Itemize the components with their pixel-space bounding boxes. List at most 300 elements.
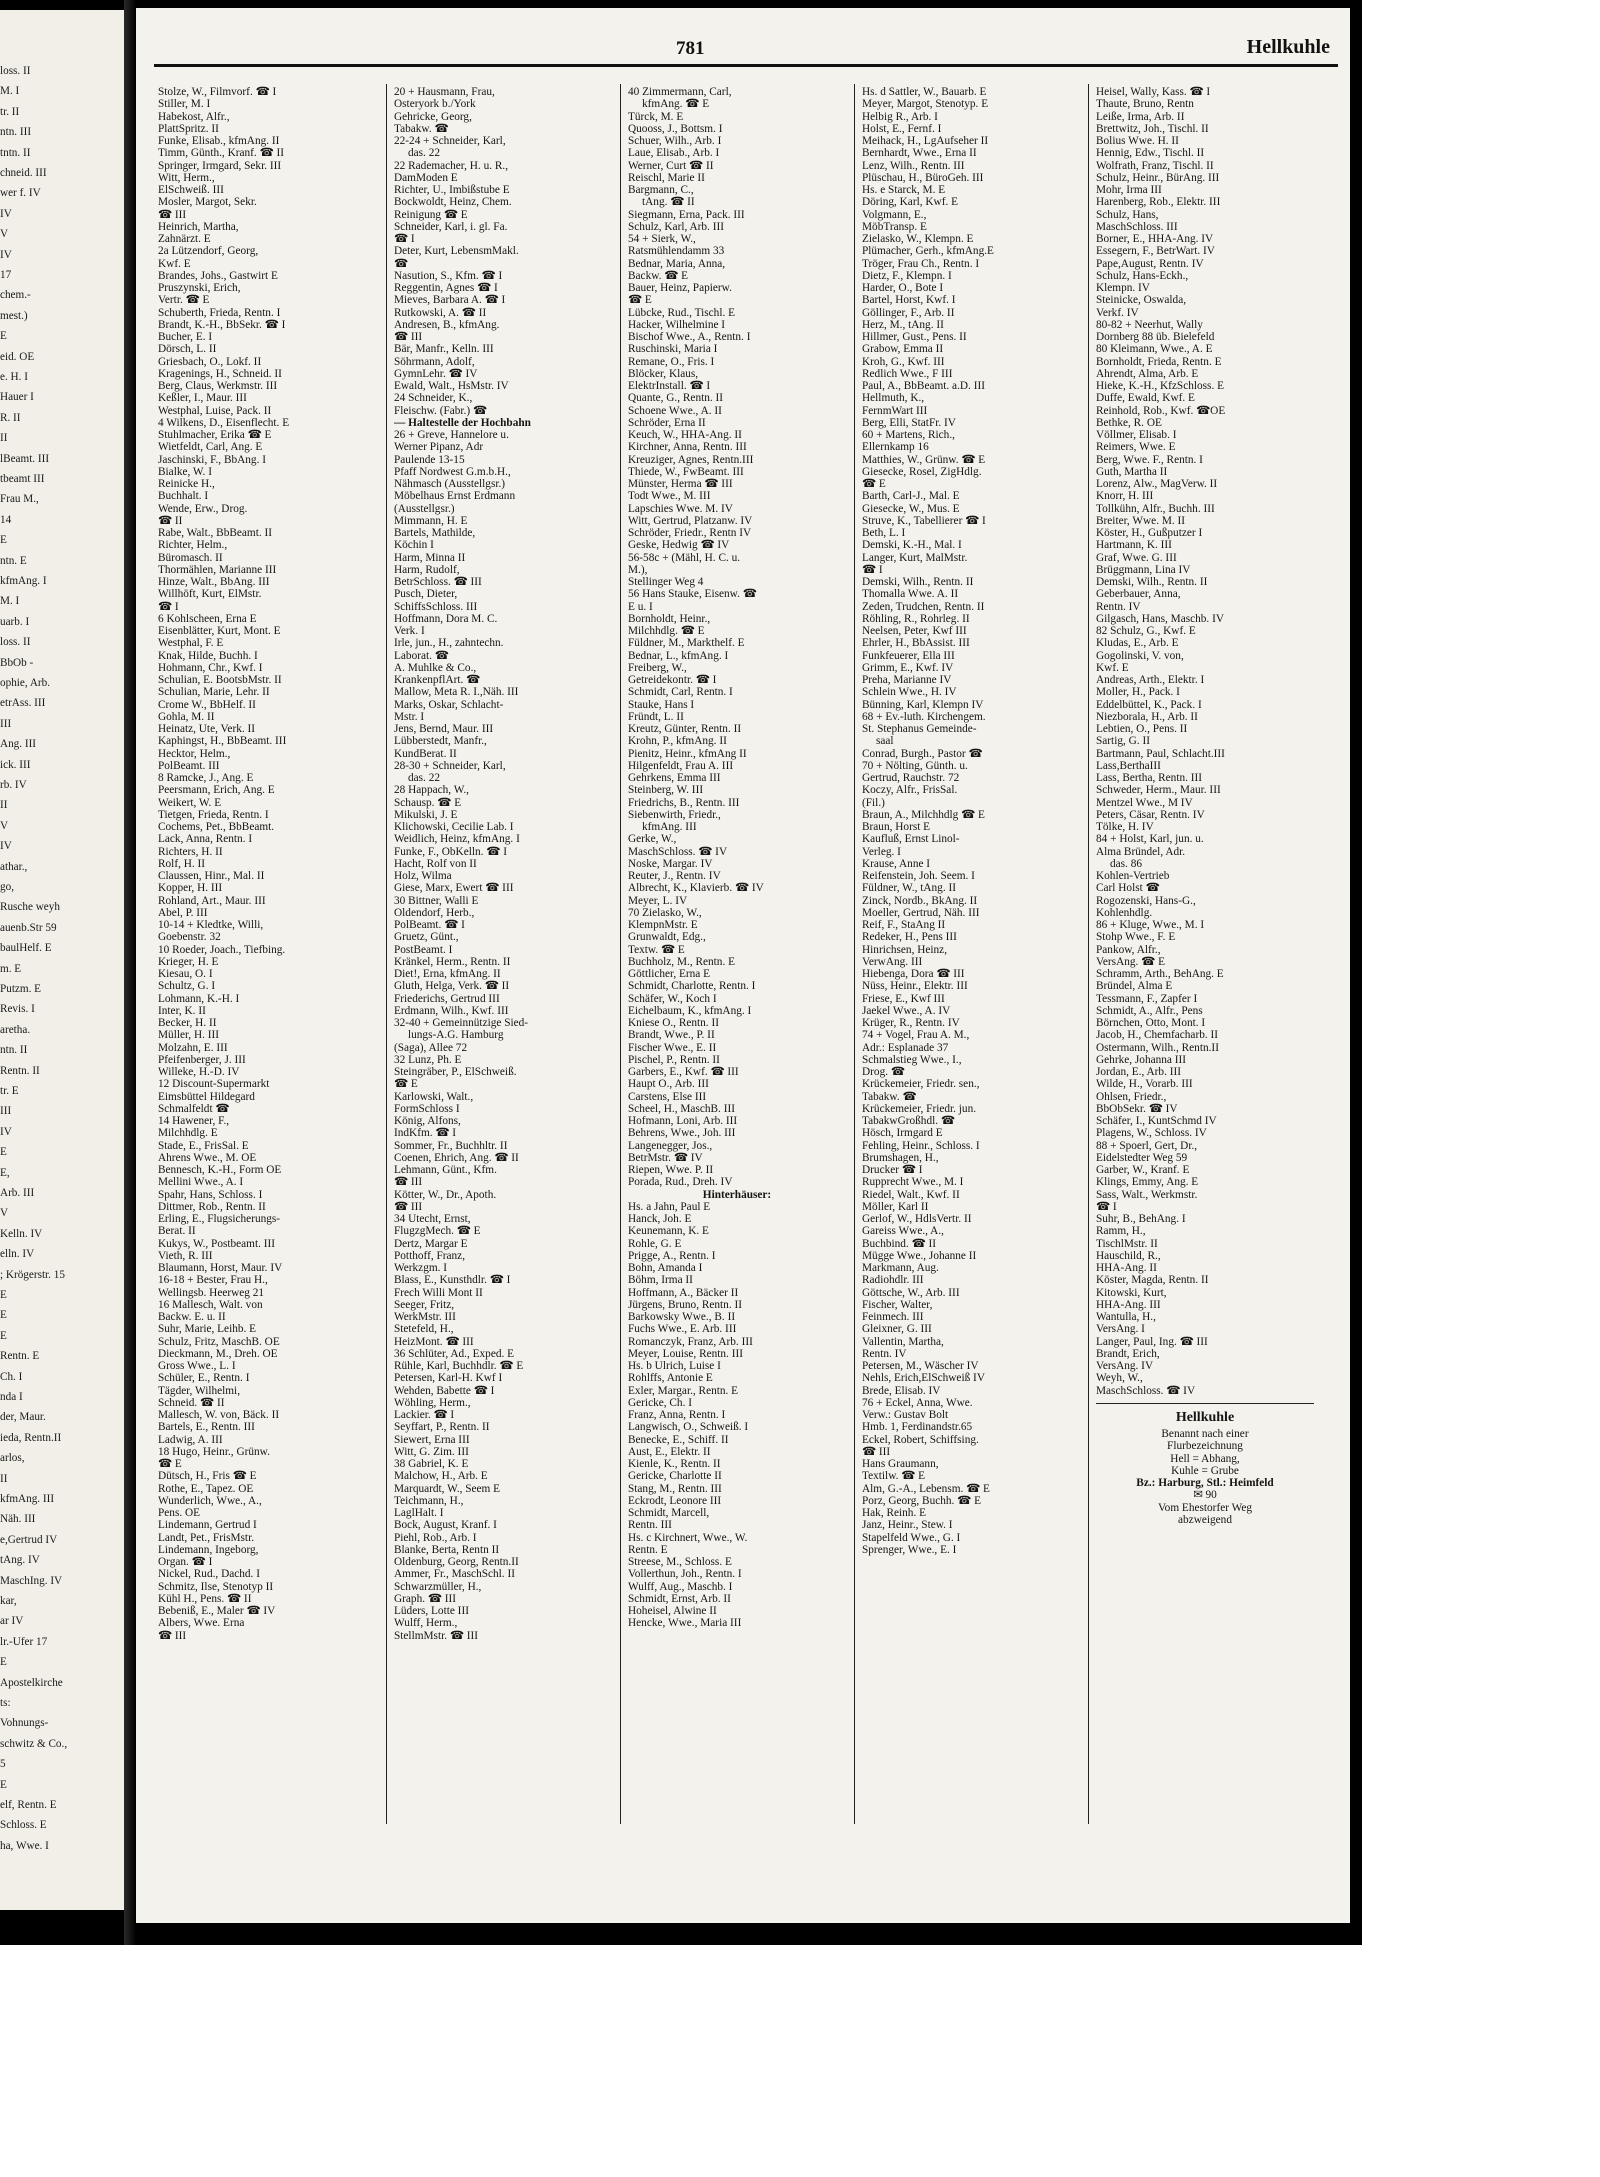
directory-entry: Dütsch, H., Fris ☎ E [158, 1470, 257, 1483]
directory-entry: Dornberg 88 üb. Bielefeld [1096, 331, 1215, 343]
directory-entry: das. 22 [408, 147, 441, 160]
directory-entry: Garbers, E., Kwf. ☎ III [628, 1066, 739, 1078]
directory-entry: 76 + Eckel, Anna, Wwe. [862, 1396, 973, 1409]
directory-entry: Richter, U., Imbißstube E [394, 184, 510, 196]
directory-entry: Ahrens Wwe., M. OE [158, 1151, 257, 1164]
directory-entry: Kludas, E., Arb. E [1096, 637, 1179, 650]
directory-entry: Schmidt, Marcell, [628, 1507, 710, 1519]
directory-entry: Fehling, Heinr., Schloss. I [862, 1139, 980, 1152]
prev-page-fragment: E [0, 1778, 7, 1791]
directory-entry: Kühl H., Pens. ☎ II [158, 1592, 252, 1605]
directory-entry: Moller, H., Pack. I [1096, 686, 1180, 699]
directory-entry: FernmWart III [862, 404, 928, 417]
directory-entry: Schäfer, I., KuntSchmd IV [1096, 1115, 1217, 1127]
directory-entry: Gertrud, Rauchstr. 72 [862, 772, 960, 784]
prev-page-fragment: M. I [0, 595, 20, 608]
prev-page-fragment: elln. IV [0, 1248, 35, 1261]
directory-entry: Porz, Georg, Buchh. ☎ E [862, 1494, 981, 1507]
directory-entry: MöbTransp. E [862, 220, 927, 233]
page-number: 781 [676, 38, 705, 59]
column-5 [1096, 86, 1314, 1526]
directory-entry: (Fil.) [862, 796, 885, 809]
directory-entry: Klings, Emmy, Ang. E [1096, 1176, 1199, 1189]
prev-page-fragment: tAng. IV [0, 1554, 40, 1567]
directory-entry: Kniese O., Rentn. II [628, 1017, 719, 1029]
directory-entry: Hoheisel, Alwine II [628, 1605, 717, 1617]
directory-entry: ☎ III [394, 331, 423, 343]
directory-entry: Siewert, Erna III [394, 1433, 470, 1446]
directory-entry: Langer, Paul, Ing. ☎ III [1096, 1335, 1208, 1348]
directory-entry: 56-58c + (Mähl, H. C. u. [628, 551, 741, 564]
directory-entry: 14 Hawener, F., [158, 1115, 230, 1127]
directory-entry: Eidelstedter Weg 59 [1096, 1151, 1188, 1164]
directory-entry: Berg, Wwe. F., Rentn. I [1096, 453, 1203, 466]
directory-entry: Gareiss Wwe., A., [862, 1225, 944, 1238]
prev-page-fragment: Ch. I [0, 1370, 23, 1383]
directory-entry: Ladwig, A. III [158, 1433, 223, 1446]
directory-entry: Neelsen, Peter, Kwf III [862, 625, 967, 637]
directory-entry: Teichmann, H., [394, 1494, 464, 1507]
directory-entry: ☎ I [158, 600, 179, 613]
postal-line: ✉ 90 [1193, 1489, 1217, 1502]
directory-entry: Fleischw. (Fabr.) ☎ [394, 404, 488, 417]
directory-entry: Paul, A., BbBeamt. a.D. III [862, 380, 985, 392]
street-note-2: Flurbezeichnung [1167, 1440, 1243, 1453]
prev-page-fragment: Näh. III [0, 1513, 36, 1526]
directory-entry: Coenen, Ehrich, Ang. ☎ II [394, 1151, 519, 1164]
directory-entry: Lübberstedt, Manfr., [394, 735, 487, 748]
directory-entry: Duffe, Ewald, Kwf. E [1096, 392, 1195, 405]
prev-page-fragment: E [0, 1656, 7, 1669]
directory-entry: Buchhalt. I [158, 490, 209, 503]
directory-entry: 56 Hans Stauke, Eisenw. ☎ [628, 588, 757, 601]
directory-entry: Köster, H., Gußputzer I [1096, 527, 1203, 539]
directory-entry: Brede, Elisab. IV [862, 1384, 941, 1397]
directory-entry: Sommer, Fr., Buchhltr. II [394, 1139, 508, 1152]
directory-entry: Laue, Elisab., Arb. I [628, 147, 720, 160]
directory-entry: Klempn. IV [1096, 282, 1150, 294]
directory-entry: 18 Hugo, Heinr., Grünw. [158, 1445, 270, 1458]
directory-entry: Stauke, Hans I [628, 698, 695, 711]
directory-entry: Buchbind. ☎ II [862, 1237, 936, 1250]
directory-entry: 32-40 + Gemeinnützige Sied- [394, 1017, 529, 1029]
directory-entry: Hieke, K.-H., KfzSchloss. E [1096, 380, 1225, 392]
directory-entry: Krüger, R., Rentn. IV [862, 1017, 960, 1029]
directory-entry: Radiohdlr. III [862, 1274, 924, 1287]
directory-entry: Tollkühn, Alfr., Buchh. III [1096, 502, 1215, 515]
prev-page-fragment: E [0, 330, 7, 343]
directory-entry: Steingräber, P., ElSchweiß. [394, 1066, 517, 1078]
directory-entry: Kötter, W., Dr., Apoth. [394, 1188, 497, 1201]
directory-entry: Blaumann, Horst, Maur. IV [158, 1262, 283, 1274]
directory-entry: Hs. a Jahn, Paul E [628, 1200, 711, 1213]
prev-page-fragment: III [0, 717, 12, 730]
directory-entry: Jens, Bernd, Maur. III [394, 723, 494, 735]
directory-entry: KrankenpflArt. ☎ [394, 674, 481, 686]
directory-entry: Haupt O., Arb. III [628, 1078, 709, 1091]
directory-entry: Rentn. III [628, 1519, 672, 1532]
directory-entry: Bolius Wwe. H. II [1096, 135, 1179, 147]
directory-entry: Fischer Wwe., E. II [628, 1041, 717, 1054]
directory-entry: Kwf. E [158, 257, 191, 270]
directory-entry: ☎ E [158, 1458, 182, 1470]
directory-entry: Getreidekontr. ☎ I [628, 674, 717, 686]
directory-entry: Meyer, Margot, Stenotyp. E [862, 98, 989, 111]
prev-page-fragment: II [0, 1472, 8, 1485]
prev-page-fragment: loss. II [0, 636, 31, 649]
prev-page-fragment: lr.-Ufer 17 [0, 1635, 48, 1648]
directory-entry: Friedrichs, B., Rentn. III [628, 796, 740, 809]
directory-entry: Tägder, Wilhelmi, [158, 1384, 241, 1397]
directory-entry: Nickel, Rud., Dachd. I [158, 1568, 260, 1581]
directory-entry: Todt Wwe., M. III [628, 490, 711, 503]
directory-entry: Bethke, R. OE [1096, 416, 1162, 429]
directory-entry: PolBeamt. III [158, 759, 220, 772]
prev-page-fragment: der, Maur. [0, 1411, 46, 1424]
prev-page-fragment: chneid. III [0, 167, 47, 179]
directory-entry: Pankow, Alfr., [1096, 943, 1161, 956]
directory-entry: Holz, Wilma [394, 870, 452, 882]
directory-entry: — Haltestelle der Hochbahn [394, 416, 531, 429]
directory-entry: 68 + Ev.-luth. Kirchengem. [862, 710, 986, 723]
directory-entry: Steinberg, W. III [628, 784, 704, 797]
directory-entry: Hösch, Irmgard E [862, 1127, 943, 1140]
directory-entry: Lüders, Lotte III [394, 1605, 469, 1617]
directory-entry: Schuer, Wilh., Arb. I [628, 135, 722, 147]
directory-entry: FormSchloss I [394, 1102, 460, 1115]
directory-entry: Lindemann, Ingeborg, [158, 1543, 259, 1556]
directory-entry: lungs-A.G. Hamburg [408, 1029, 504, 1042]
directory-entry: Bohn, Amanda I [628, 1262, 703, 1274]
directory-entry: Hinrichsen, Heinz, [862, 943, 948, 956]
directory-entry: Guth, Martha II [1096, 465, 1168, 478]
running-head: Hellkuhle [1246, 36, 1330, 58]
directory-entry: 10-14 + Kledtke, Willi, [158, 919, 264, 931]
directory-entry: Heinrich, Martha, [158, 220, 239, 233]
directory-entry: Böhm, Irma II [628, 1274, 693, 1287]
directory-entry: Janz, Heinr., Stew. I [862, 1519, 953, 1532]
directory-entry: Preha, Marianne IV [862, 674, 952, 686]
directory-entry: Stolze, W., Filmvorf. ☎ I [158, 86, 277, 98]
directory-entry: IndKfm. ☎ I [394, 1127, 457, 1140]
directory-entry: Redeker, H., Pens III [862, 931, 957, 944]
prev-page-fragment: E [0, 1309, 7, 1322]
prev-page-fragment: tr. II [0, 105, 20, 118]
directory-entry: Hofmann, Loni, Arb. III [628, 1115, 738, 1127]
directory-entry: Matthies, W., Grünw. ☎ E [862, 453, 986, 466]
directory-entry: Quante, G., Rentn. II [628, 392, 724, 405]
directory-entry: Redlich Wwe., F III [862, 367, 953, 380]
directory-entry: Meyer, L. IV [628, 894, 688, 907]
directory-entry: Kirchner, Anna, Rentn. III [628, 441, 747, 454]
directory-entry: (Saga), Allee 72 [394, 1041, 468, 1054]
directory-entry: 20 + Hausmann, Frau, [394, 86, 495, 98]
directory-entry: Heisel, Wally, Kass. ☎ I [1096, 86, 1211, 98]
directory-entry: Weidlich, Heinz, kfmAng. I [394, 833, 520, 846]
prev-page-fragment: ts: [0, 1697, 11, 1709]
directory-entry: Demski, Wilh., Rentn. II [862, 576, 974, 588]
directory-entry: Reinigung ☎ E [394, 208, 468, 221]
directory-entry: Fründt, L. II [628, 710, 684, 723]
directory-entry: Krückemeier, Friedr. jun. [862, 1102, 977, 1115]
prev-page-fragment: rb. IV [0, 779, 27, 791]
prev-page-fragment: Rentn. E [0, 1350, 40, 1363]
prev-page-fragment: ophie, Arb. [0, 677, 51, 689]
prev-page-fragment: eid. OE [0, 350, 35, 363]
directory-entry: ☎ III [158, 1629, 187, 1642]
directory-entry: Stellinger Weg 4 [628, 576, 704, 588]
directory-entry: Göllinger, F., Arb. II [862, 306, 955, 319]
directory-entry: Prigge, A., Rentn. I [628, 1249, 716, 1262]
directory-entry: Lack, Anna, Rentn. I [158, 833, 253, 846]
directory-entry: Alma Bründel, Adr. [1096, 845, 1186, 858]
directory-entry: Wunderlich, Wwe., A., [158, 1494, 262, 1507]
directory-entry: Schmalstieg Wwe., I., [862, 1053, 962, 1066]
directory-entry: Kwf. E [1096, 661, 1129, 674]
prev-page-fragment: lBeamt. III [0, 452, 50, 465]
directory-entry: E u. I [628, 600, 653, 613]
directory-entry: Eichelbaum, K., kfmAng. I [628, 1004, 752, 1017]
directory-entry: Dieckmann, M., Dreh. OE [158, 1347, 278, 1360]
directory-entry: Drog. ☎ [862, 1066, 905, 1078]
directory-entry: Schweder, Herm., Maur. III [1096, 784, 1221, 797]
directory-entry: Hecktor, Helm., [158, 747, 231, 760]
directory-entry: Helbig R., Arb. I [862, 110, 938, 123]
directory-entry: Hohmann, Chr., Kwf. I [158, 661, 263, 674]
directory-entry: Nehls, Erich,ElSchweiß IV [862, 1372, 985, 1385]
directory-entry: PlattSpritz. II [158, 122, 219, 135]
directory-entry: MaschSchloss. ☎ IV [628, 845, 728, 858]
directory-entry: Carl Holst ☎ [1096, 882, 1160, 895]
directory-entry: MaschSchloss. ☎ IV [1096, 1384, 1196, 1397]
directory-entry: Petersen, M., Wäscher IV [862, 1360, 979, 1372]
directory-entry: Kukys, W., Postbeamt. III [158, 1237, 276, 1250]
street-entry [1096, 1403, 1314, 1526]
directory-entry: Bucher, E. I [158, 331, 213, 343]
directory-entry: Reinhold, Rob., Kwf. ☎OE [1096, 404, 1226, 417]
directory-entry: Mellini Wwe., A. I [158, 1176, 244, 1189]
directory-entry: Völlmer, Elisab. I [1096, 429, 1177, 441]
directory-entry: Pape,August, Rentn. IV [1096, 257, 1204, 270]
directory-entry: Erling, E., Flugsicherungs- [158, 1213, 281, 1225]
directory-entry: Kragenings, H., Schneid. II [158, 367, 282, 380]
prev-page-fragment: E, [0, 1166, 10, 1179]
directory-entry: Bernhardt, Wwe., Erna II [862, 147, 977, 160]
directory-entry: Becker, H. II [158, 1017, 217, 1029]
directory-entry: Keuch, W., HHA-Ang. II [628, 429, 742, 441]
prev-page-fragment: uarb. I [0, 615, 30, 628]
directory-entry: Schulz, Hans, [1096, 208, 1159, 221]
directory-entry: Tölke, H. IV [1096, 821, 1154, 833]
directory-entry: (Ausstellgsr.) [394, 502, 455, 515]
directory-entry: Brandt, K.-H., BbSekr. ☎ I [158, 318, 286, 331]
directory-entry: Timm, Günth., Kranf. ☎ II [158, 147, 284, 160]
directory-entry: Kränkel, Herm., Rentn. II [394, 955, 511, 968]
directory-entry: Schultz, G. I [158, 980, 216, 993]
directory-entry: Mimmann, H. E [394, 514, 468, 527]
prev-page-fragment: nda I [0, 1391, 23, 1403]
directory-entry: Sprenger, Wwe., E. I [862, 1543, 957, 1556]
directory-entry: ☎ I [862, 563, 883, 576]
directory-entry: 28-30 + Schneider, Karl, [394, 759, 506, 772]
directory-entry: Albers, Wwe. Erna [158, 1617, 245, 1630]
directory-entry: Rohland, Art., Maur. III [158, 894, 266, 907]
directory-entry: Thaute, Bruno, Rentn [1096, 98, 1194, 111]
directory-entry: 34 Utecht, Ernst, [394, 1213, 471, 1225]
directory-entry: Lenz, Wilh., Rentn. III [862, 159, 965, 172]
directory-entry: Streese, M., Schloss. E [628, 1556, 732, 1568]
directory-entry: Lackier. ☎ I [394, 1409, 455, 1421]
directory-entry: Rentn. IV [1096, 600, 1141, 613]
directory-entry: Funke, F., ObKelln. ☎ I [394, 845, 507, 858]
directory-entry: Peersmann, Erich, Ang. E [158, 784, 275, 797]
directory-entry: Steinicke, Oswalda, [1096, 294, 1187, 307]
directory-entry: Lorenz, Alw., MagVerw. II [1096, 478, 1218, 490]
directory-entry: Stapelfeld Wwe., G. I [862, 1531, 961, 1544]
directory-entry: Bartels, E., Rentn. III [158, 1421, 255, 1434]
prev-page-fragment: M. I [0, 85, 20, 98]
directory-entry: PolBeamt. ☎ I [394, 919, 465, 931]
directory-entry: Witt, Herm., [158, 171, 215, 184]
directory-entry: Tabakw. ☎ [862, 1090, 917, 1103]
directory-entry: Gluth, Helga, Verk. ☎ II [394, 980, 510, 993]
directory-entry: Hauschild, R., [1096, 1249, 1161, 1262]
directory-entry: Gericke, Charlotte II [628, 1470, 722, 1483]
directory-entry: Knorr, H. III [1096, 490, 1154, 503]
directory-entry: Kroh, G., Kwf. III [862, 355, 945, 368]
directory-entry: Hartmann, K. III [1096, 539, 1172, 552]
prev-page-fragment: IV [0, 840, 12, 853]
directory-entry: Witt, Gertrud, Platzanw. IV [628, 514, 753, 527]
directory-entry: Stang, M., Rentn. III [628, 1482, 722, 1495]
directory-entry: Pens. OE [158, 1507, 201, 1519]
directory-entry: Backw. ☎ E [628, 269, 689, 282]
directory-entry: Zinck, Nordb., BkAng. II [862, 894, 978, 907]
directory-entry: Hs. b Ulrich, Luise I [628, 1360, 721, 1372]
directory-entry: ☎ I [394, 233, 415, 245]
directory-entry: Werner, Curt ☎ II [628, 159, 714, 172]
directory-entry: Hanck, Joh. E [628, 1213, 692, 1225]
prev-page-fragment: auenb.Str 59 [0, 921, 57, 934]
directory-entry: LaglHalt. I [394, 1507, 444, 1519]
directory-entry: Westphal, Luise, Pack. II [158, 404, 272, 417]
directory-entry: Köster, Magda, Rentn. II [1096, 1274, 1209, 1287]
directory-entry: Blanke, Berta, Rentn II [394, 1543, 500, 1556]
directory-entry: Plagens, W., Schloss. IV [1096, 1127, 1207, 1140]
prev-page-fragment: R. II [0, 411, 21, 424]
directory-entry: Reggentin, Agnes ☎ I [394, 282, 498, 294]
directory-entry: Irle, jun., H., zahntechn. [394, 637, 504, 650]
directory-entry: Behrens, Wwe., Joh. III [628, 1127, 736, 1140]
directory-entry: Plüschau, H., BüroGeh. III [862, 171, 984, 184]
directory-entry: Hoffmann, A., Bäcker II [628, 1286, 739, 1299]
directory-entry: 26 + Greve, Hannelore u. [394, 429, 509, 441]
directory-entry: Vallentin, Martha, [862, 1335, 944, 1348]
directory-entry: Berg, Claus, Werkmstr. III [158, 380, 278, 392]
branch-line-2: abzweigend [1178, 1513, 1232, 1526]
column-3 [628, 86, 846, 1630]
directory-entry: Hacker, Wilhelmine I [628, 318, 726, 331]
directory-entry: 36 Schlüter, Ad., Exped. E [394, 1347, 515, 1360]
directory-entry: Reifenstein, Joh. Seem. I [862, 870, 975, 882]
directory-entry: Harenberg, Rob., Elektr. III [1096, 196, 1221, 209]
prev-page-fragment: Rusche weyh [0, 901, 60, 914]
directory-entry: Seyffart, P., Rentn. II [394, 1421, 490, 1434]
directory-entry: Rühle, Karl, Buchhdlr. ☎ E [394, 1360, 524, 1372]
directory-entry: Struve, K., Tabellierer ☎ I [862, 514, 986, 527]
directory-entry: Hs. d Sattler, W., Bauarb. E [862, 86, 987, 98]
directory-entry: BbObSekr. ☎ IV [1096, 1102, 1178, 1115]
directory-entry: Kitowski, Kurt, [1096, 1286, 1167, 1299]
directory-entry: Ewald, Walt., HsMstr. IV [394, 380, 509, 392]
street-title: Hellkuhle [1175, 1409, 1235, 1425]
directory-entry: Schulz, Heinr., BürAng. III [1096, 171, 1220, 184]
directory-entry: Andreas, Arth., Elektr. I [1096, 674, 1205, 686]
directory-entry: Pfeifenberger, J. III [158, 1053, 246, 1066]
directory-entry: Börnchen, Otto, Mont. I [1096, 1017, 1206, 1029]
directory-entry: Grimm, E., Kwf. IV [862, 661, 954, 674]
directory-entry: Schulz, Fritz, MaschB. OE [158, 1335, 280, 1348]
directory-entry: Richter, Helm., [158, 539, 228, 552]
directory-entry: Ahrendt, Alma, Arb. E [1096, 367, 1199, 380]
directory-entry: HeizMont. ☎ III [394, 1335, 474, 1348]
directory-entry: Friese, E., Kwf III [862, 992, 945, 1005]
directory-entry: Buchholz, M., Rentn. E [628, 955, 735, 968]
directory-entry: Blöcker, Klaus, [628, 367, 699, 380]
directory-entry: Seeger, Fritz, [394, 1298, 455, 1311]
prev-page-fragment: ha, Wwe. I [0, 1839, 49, 1852]
directory-entry: Albrecht, K., Klavierb. ☎ IV [628, 882, 764, 895]
directory-entry: Springer, Irmgard, Sekr. III [158, 159, 282, 172]
directory-entry: Jaschinski, F., BbAng. I [158, 453, 266, 466]
directory-entry: Hmb. 1, Ferdinandstr.65 [862, 1421, 973, 1434]
directory-entry: Wulff, Aug., Maschb. I [628, 1580, 733, 1593]
directory-entry: Marquardt, W., Seem E [394, 1482, 501, 1495]
directory-entry: tAng. ☎ II [642, 196, 695, 209]
directory-entry: Hs. e Starck, M. E [862, 184, 946, 196]
directory-entry: Weyh, W., [1096, 1372, 1143, 1385]
directory-entry: Thormählen, Marianne III [158, 563, 277, 576]
directory-entry: Brettwitz, Joh., Tischl. II [1096, 122, 1209, 135]
directory-entry: Keunemann, K. E [628, 1225, 709, 1238]
directory-entry: Tietgen, Frieda, Rentn. I [158, 808, 269, 821]
previous-page-edge [0, 10, 124, 1910]
directory-entry: Hillmer, Gust., Pens. II [862, 331, 967, 343]
directory-entry: Schuberth, Frieda, Rentn. I [158, 306, 281, 319]
directory-entry: Kohlen-Vertrieb [1096, 870, 1170, 882]
directory-entry: Bennesch, K.-H., Form OE [158, 1164, 282, 1176]
directory-entry: Schulian, Marie, Lehr. II [158, 686, 270, 699]
directory-entry: Niezborala, H., Arb. II [1096, 710, 1198, 723]
prev-page-fragment: Hauer I [0, 391, 34, 404]
directory-entry: Markmann, Aug. [862, 1262, 939, 1274]
directory-entry: Verkf. IV [1096, 306, 1139, 319]
directory-entry: Riepen, Wwe. P. II [628, 1164, 714, 1176]
directory-entry: Nähmasch (Ausstellgsr.) [394, 478, 506, 490]
directory-entry: Füldner, W., tAng. II [862, 882, 956, 895]
directory-entry: Kaufluß, Ernst Linol- [862, 833, 960, 846]
directory-entry: Ohlsen, Friedr., [1096, 1090, 1167, 1103]
directory-entry: Milchhdlg. E [158, 1127, 218, 1140]
directory-entry: Vertr. ☎ E [158, 294, 210, 307]
column-2 [394, 86, 612, 1642]
directory-entry: Brandt, Wwe., P. II [628, 1029, 715, 1042]
directory-entry: Dittmer, Rob., Rentn. II [158, 1200, 266, 1213]
directory-entry: Habekost, Alfr., [158, 110, 230, 123]
directory-entry: Vollerthun, Joh., Rentn. I [628, 1568, 742, 1581]
directory-entry: Kohlenhdlg. [1096, 906, 1153, 919]
directory-entry: Kreuziger, Agnes, Rentn.III [628, 453, 754, 466]
